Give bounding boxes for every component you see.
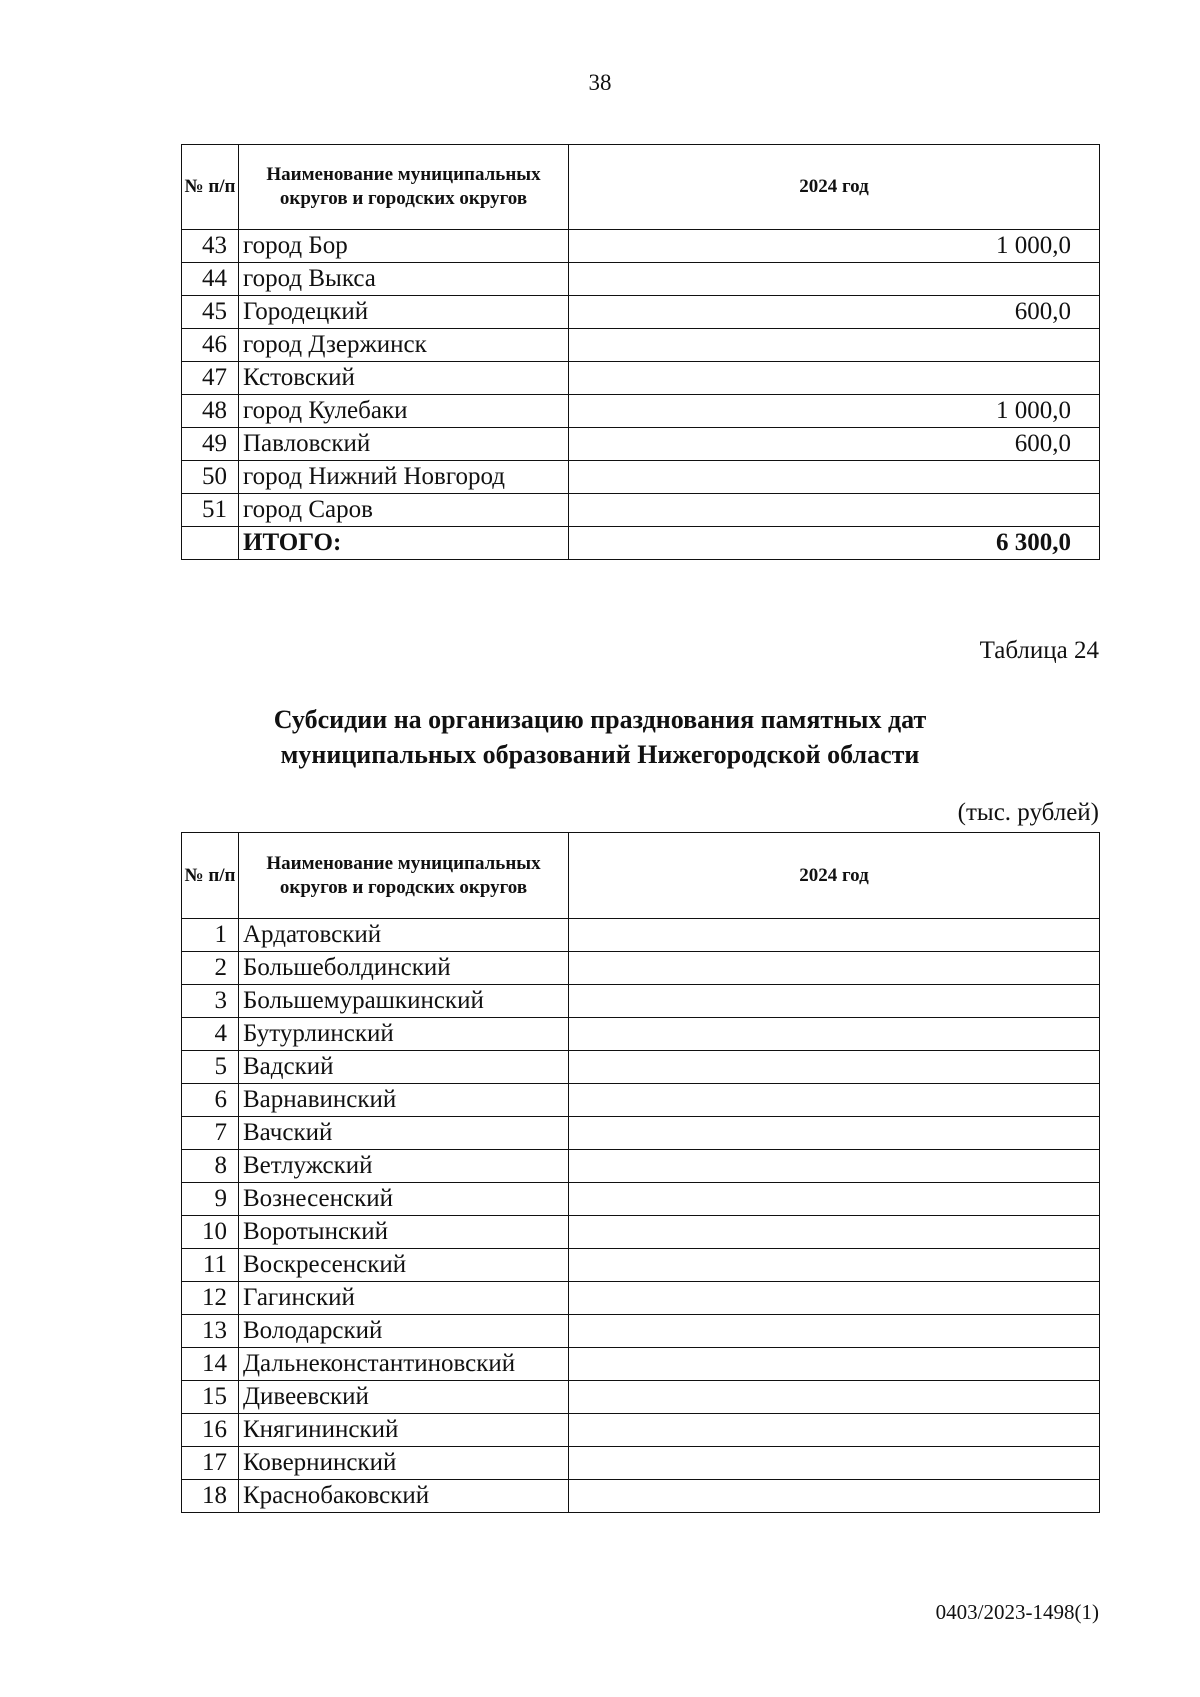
row-number: 11: [182, 1249, 239, 1282]
municipality-name: город Дзержинск: [239, 329, 569, 362]
municipality-name: город Нижний Новгород: [239, 461, 569, 494]
municipality-name: Варнавинский: [239, 1084, 569, 1117]
row-number: 4: [182, 1018, 239, 1051]
row-number: 44: [182, 263, 239, 296]
row-number: 47: [182, 362, 239, 395]
table-title-line1: Субсидии на организацию празднования памятных дат: [273, 705, 927, 734]
table-header-row: [182, 833, 1100, 919]
table-row: [182, 1447, 1100, 1480]
table-row: [182, 428, 1100, 461]
row-number: 9: [182, 1183, 239, 1216]
municipality-name: Княгининский: [239, 1414, 569, 1447]
amount-2024: [569, 1183, 1100, 1216]
row-number: 50: [182, 461, 239, 494]
municipality-name: Дивеевский: [239, 1381, 569, 1414]
amount-2024: [569, 1480, 1100, 1513]
municipality-name: город Кулебаки: [239, 395, 569, 428]
table-row: [182, 461, 1100, 494]
units-label: (тыс. рублей): [957, 799, 1099, 826]
table-row: [182, 1480, 1100, 1513]
row-number: 14: [182, 1348, 239, 1381]
row-number: 48: [182, 395, 239, 428]
table-title: [0, 702, 1200, 772]
table-row: [182, 329, 1100, 362]
table-row: [182, 1150, 1100, 1183]
total-label: ИТОГО:: [239, 527, 569, 560]
table-row: [182, 1414, 1100, 1447]
municipality-name: Воротынский: [239, 1216, 569, 1249]
municipality-name: Вадский: [239, 1051, 569, 1084]
amount-2024: [569, 1216, 1100, 1249]
row-number: 49: [182, 428, 239, 461]
table-row: [182, 1051, 1100, 1084]
municipality-name: Воскресенский: [239, 1249, 569, 1282]
amount-2024: [569, 1381, 1100, 1414]
municipality-name: Кстовский: [239, 362, 569, 395]
amount-2024: 600,0: [569, 428, 1100, 461]
table-row: [182, 230, 1100, 263]
municipality-name: Дальнеконстантиновский: [239, 1348, 569, 1381]
row-number: 1: [182, 919, 239, 952]
table-row: [182, 985, 1100, 1018]
row-number: 46: [182, 329, 239, 362]
amount-2024: [569, 1249, 1100, 1282]
amount-2024: [569, 1447, 1100, 1480]
amount-2024: [569, 1150, 1100, 1183]
municipality-name: Ветлужский: [239, 1150, 569, 1183]
amount-2024: [569, 1282, 1100, 1315]
total-number: [182, 527, 239, 560]
amount-2024: [569, 1018, 1100, 1051]
table-row: [182, 1381, 1100, 1414]
table-row: [182, 362, 1100, 395]
table-row: [182, 1117, 1100, 1150]
memorial-dates-subsidy-table: [181, 832, 1100, 1513]
municipality-name: Гагинский: [239, 1282, 569, 1315]
row-number: 2: [182, 952, 239, 985]
header-number: № п/п: [182, 145, 239, 230]
table-row: [182, 1183, 1100, 1216]
amount-2024: [569, 1315, 1100, 1348]
amount-2024: [569, 494, 1100, 527]
page-number: 38: [588, 70, 612, 95]
header-year: 2024 год: [569, 833, 1100, 919]
municipality-name: город Выкса: [239, 263, 569, 296]
municipality-name: Вачский: [239, 1117, 569, 1150]
table-row: [182, 1216, 1100, 1249]
header-name: Наименование муниципальных округов и городских округов: [239, 145, 569, 230]
row-number: 15: [182, 1381, 239, 1414]
amount-2024: [569, 263, 1100, 296]
row-number: 45: [182, 296, 239, 329]
row-number: 16: [182, 1414, 239, 1447]
amount-2024: [569, 1051, 1100, 1084]
municipality-name: Большеболдинский: [239, 952, 569, 985]
amount-2024: 1 000,0: [569, 230, 1100, 263]
row-number: 3: [182, 985, 239, 1018]
municipality-name: город Саров: [239, 494, 569, 527]
header-number: № п/п: [182, 833, 239, 919]
municipality-name: Краснобаковский: [239, 1480, 569, 1513]
municipality-name: Ковернинский: [239, 1447, 569, 1480]
table-row: [182, 494, 1100, 527]
table-row: [182, 1249, 1100, 1282]
table-row: [182, 1315, 1100, 1348]
header-year: 2024 год: [569, 145, 1100, 230]
amount-2024: [569, 362, 1100, 395]
table-row: [182, 952, 1100, 985]
amount-2024: [569, 952, 1100, 985]
row-number: 17: [182, 1447, 239, 1480]
table-row: [182, 1018, 1100, 1051]
row-number: 51: [182, 494, 239, 527]
municipality-name: город Бор: [239, 230, 569, 263]
amount-2024: [569, 461, 1100, 494]
row-number: 5: [182, 1051, 239, 1084]
table-row: [182, 1282, 1100, 1315]
municipality-name: Бутурлинский: [239, 1018, 569, 1051]
row-number: 7: [182, 1117, 239, 1150]
subsidy-table-continued: [181, 144, 1100, 560]
municipality-name: Городецкий: [239, 296, 569, 329]
amount-2024: [569, 919, 1100, 952]
table-row: [182, 919, 1100, 952]
amount-2024: [569, 329, 1100, 362]
row-number: 12: [182, 1282, 239, 1315]
header-name: Наименование муниципальных округов и городских округов: [239, 833, 569, 919]
row-number: 18: [182, 1480, 239, 1513]
table-header-row: [182, 145, 1100, 230]
municipality-name: Вознесенский: [239, 1183, 569, 1216]
table-row: [182, 296, 1100, 329]
row-number: 8: [182, 1150, 239, 1183]
table-caption: Таблица 24: [979, 637, 1099, 664]
table-title-line2: муниципальных образований Нижегородской области: [280, 740, 920, 769]
document-code: 0403/2023-1498(1): [935, 1600, 1099, 1624]
row-number: 6: [182, 1084, 239, 1117]
row-number: 10: [182, 1216, 239, 1249]
amount-2024: [569, 985, 1100, 1018]
amount-2024: [569, 1348, 1100, 1381]
amount-2024: 1 000,0: [569, 395, 1100, 428]
table-row: [182, 263, 1100, 296]
municipality-name: Павловский: [239, 428, 569, 461]
row-number: 13: [182, 1315, 239, 1348]
row-number: 43: [182, 230, 239, 263]
total-amount: 6 300,0: [569, 527, 1100, 560]
municipality-name: Ардатовский: [239, 919, 569, 952]
municipality-name: Большемурашкинский: [239, 985, 569, 1018]
amount-2024: [569, 1084, 1100, 1117]
amount-2024: 600,0: [569, 296, 1100, 329]
total-row: [182, 527, 1100, 560]
table-row: [182, 395, 1100, 428]
amount-2024: [569, 1117, 1100, 1150]
amount-2024: [569, 1414, 1100, 1447]
municipality-name: Володарский: [239, 1315, 569, 1348]
table-row: [182, 1348, 1100, 1381]
table-row: [182, 1084, 1100, 1117]
